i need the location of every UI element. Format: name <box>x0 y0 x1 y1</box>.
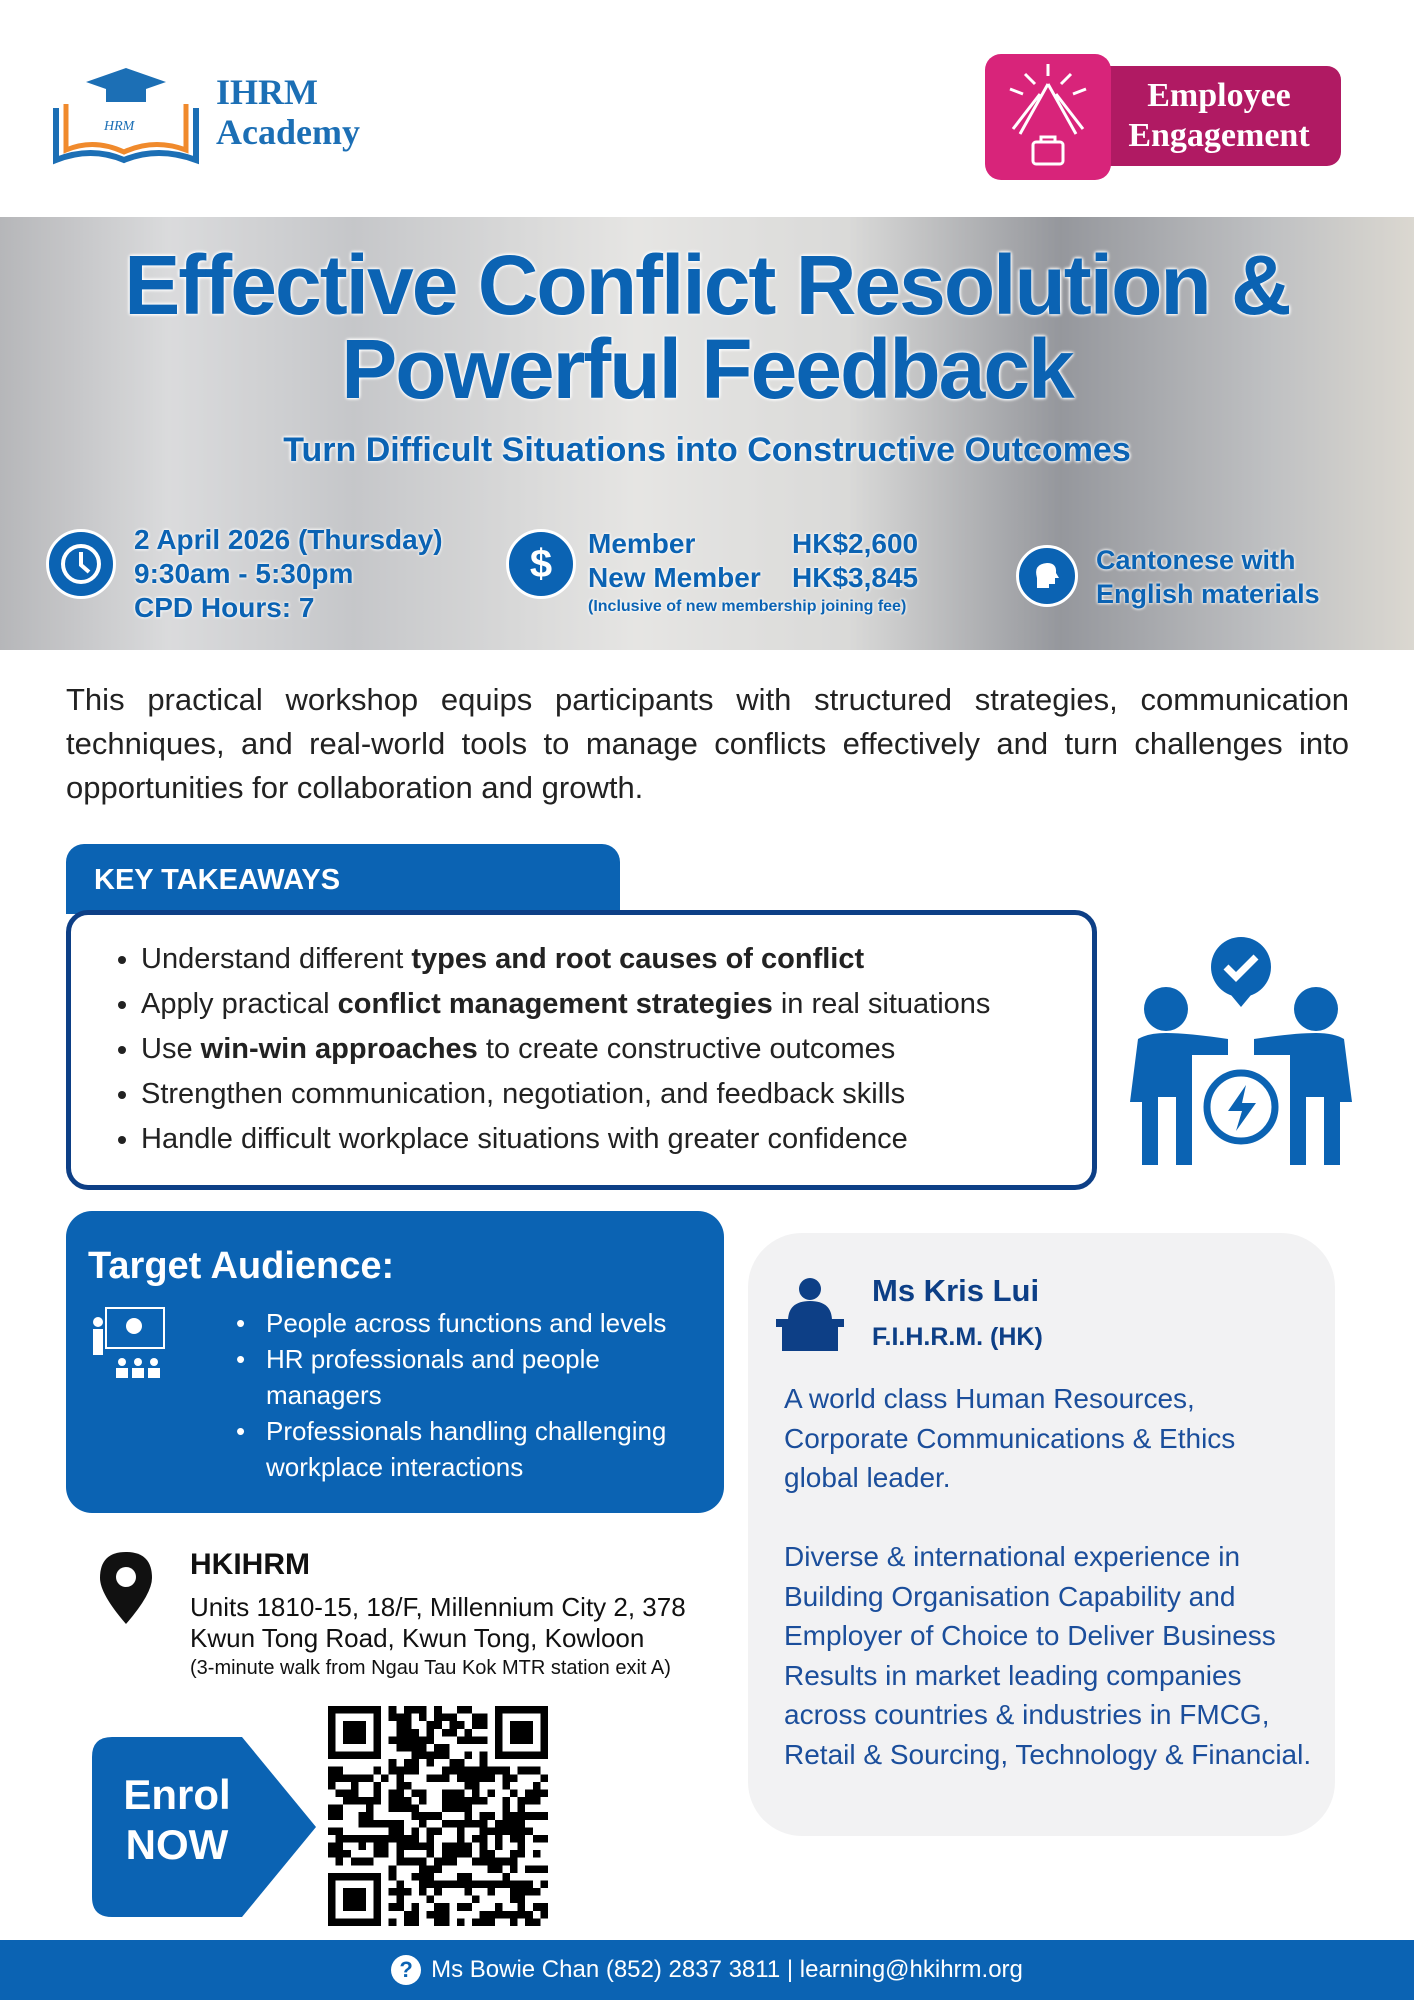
employee-engagement-badge <box>985 54 1341 180</box>
footer-contact-bar <box>0 1940 1414 2000</box>
takeaway-text: Use <box>141 1033 201 1065</box>
audience-item: • Professionals handling challenging workplace interactions <box>236 1413 706 1485</box>
takeaway-text: Strengthen communication, negotiation, and feedback skills <box>141 1078 906 1110</box>
takeaway-text: Apply practical <box>141 988 338 1020</box>
date-time-block <box>134 523 443 625</box>
takeaway-bold: conflict management strategies <box>337 988 773 1020</box>
logo-text <box>216 72 360 152</box>
hero-banner <box>0 217 1414 650</box>
audience-item: • People across functions and levels <box>236 1305 706 1341</box>
new-member-label: New Member <box>588 562 761 593</box>
takeaway-text-end: to create constructive outcomes <box>477 1033 896 1065</box>
badge-line2: Engagement <box>1128 117 1310 154</box>
presenter-audience-icon <box>88 1306 168 1386</box>
takeaway-item <box>141 1117 1092 1162</box>
event-date: 2 April 2026 (Thursday) <box>134 524 443 555</box>
takeaway-text: Understand different <box>141 943 412 975</box>
question-icon: ? <box>391 1955 421 1985</box>
subtitle: Turn Difficult Situations into Constructive Outcomes <box>283 431 1131 469</box>
venue-address: Units 1810-15, 18/F, Millennium City 2, 378 Kwun Tong Road, Kwun Tong, Kowloon <box>190 1592 686 1653</box>
book-graduation-cap-icon <box>46 68 206 168</box>
price-note: (Inclusive of new membership joining fee) <box>588 598 907 615</box>
venue-note: (3-minute walk from Ngau Tau Kok MTR station exit A) <box>190 1657 671 1679</box>
speaker-name: Ms Kris Lui <box>872 1273 1040 1308</box>
title-line2: Powerful Feedback <box>341 322 1073 416</box>
speaking-head-icon <box>1016 545 1078 607</box>
member-label: Member <box>588 528 696 559</box>
badge-line1: Employee <box>1147 77 1291 114</box>
ihrm-academy-logo <box>46 68 406 168</box>
takeaway-text-end: in real situations <box>772 988 991 1020</box>
logo-line1: IHRM <box>216 72 318 112</box>
cpd-hours: CPD Hours: 7 <box>134 592 315 623</box>
key-takeaways-heading: KEY TAKEAWAYS <box>66 844 620 914</box>
takeaway-text: Handle difficult workplace situations with greater confidence <box>141 1123 908 1155</box>
takeaway-bold: types and root causes of conflict <box>411 943 865 975</box>
speaker-bio-1: A world class Human Resources, Corporate Communications & Ethics global leader. <box>784 1383 1236 1493</box>
enrol-line1: Enrol <box>123 1771 231 1818</box>
intro-paragraph: This practical workshop equips participants with structured strategies, communication techniques, and real-world tools to manage conflicts effectively and turn challenges into opportunities for collaboration and growth. <box>66 682 1349 805</box>
speaker-card <box>748 1233 1335 1836</box>
audience-item: • HR professionals and people managers <box>236 1341 706 1413</box>
price-block <box>588 527 918 619</box>
new-member-price: HK$3,845 <box>792 562 919 593</box>
enrol-line2: NOW <box>125 1821 229 1868</box>
language-block <box>1096 543 1320 611</box>
takeaway-bold: win-win approaches <box>200 1033 478 1065</box>
language-line1: Cantonese with <box>1096 545 1296 575</box>
badge-label <box>1097 66 1341 166</box>
speaker-title: F.I.H.R.M. (HK) <box>872 1323 1043 1351</box>
enrolment-qr-code[interactable] <box>328 1706 548 1926</box>
key-takeaways-box <box>66 910 1097 1190</box>
audience-list <box>236 1305 706 1485</box>
title-line1: Effective Conflict Resolution & <box>124 238 1290 332</box>
target-audience-box <box>66 1211 724 1513</box>
member-price: HK$2,600 <box>792 528 919 559</box>
takeaway-item <box>141 1027 1092 1072</box>
takeaway-item <box>141 982 1092 1027</box>
high-five-briefcase-icon <box>985 54 1111 180</box>
speaker-bio-2: Diverse & international experience in Building Organisation Capability and Employer of Choice to Deliver Business Results in market leading companies across countries & industries in FMCG, Retail & Sourcing, Technology & Financial. <box>784 1541 1312 1770</box>
two-people-agreement-icon <box>1118 937 1364 1169</box>
language-line2: English materials <box>1096 579 1320 609</box>
takeaways-list <box>141 937 1092 1162</box>
speaker-podium-icon <box>772 1275 848 1351</box>
target-audience-heading: Target Audience: <box>88 1245 395 1287</box>
enrol-now-label[interactable] <box>92 1770 262 1870</box>
takeaway-item <box>141 937 1092 982</box>
takeaway-item <box>141 1072 1092 1117</box>
logo-line2: Academy <box>216 112 360 152</box>
footer-contact[interactable]: Ms Bowie Chan (852) 2837 3811 | learning@hkihrm.org <box>431 1956 1023 1983</box>
venue-name: HKIHRM <box>190 1548 310 1581</box>
location-pin-icon <box>100 1552 152 1624</box>
clock-icon <box>46 529 116 599</box>
svg-text:HRM: HRM <box>104 119 135 134</box>
event-time: 9:30am - 5:30pm <box>134 558 354 589</box>
dollar-icon: $ <box>506 529 576 599</box>
